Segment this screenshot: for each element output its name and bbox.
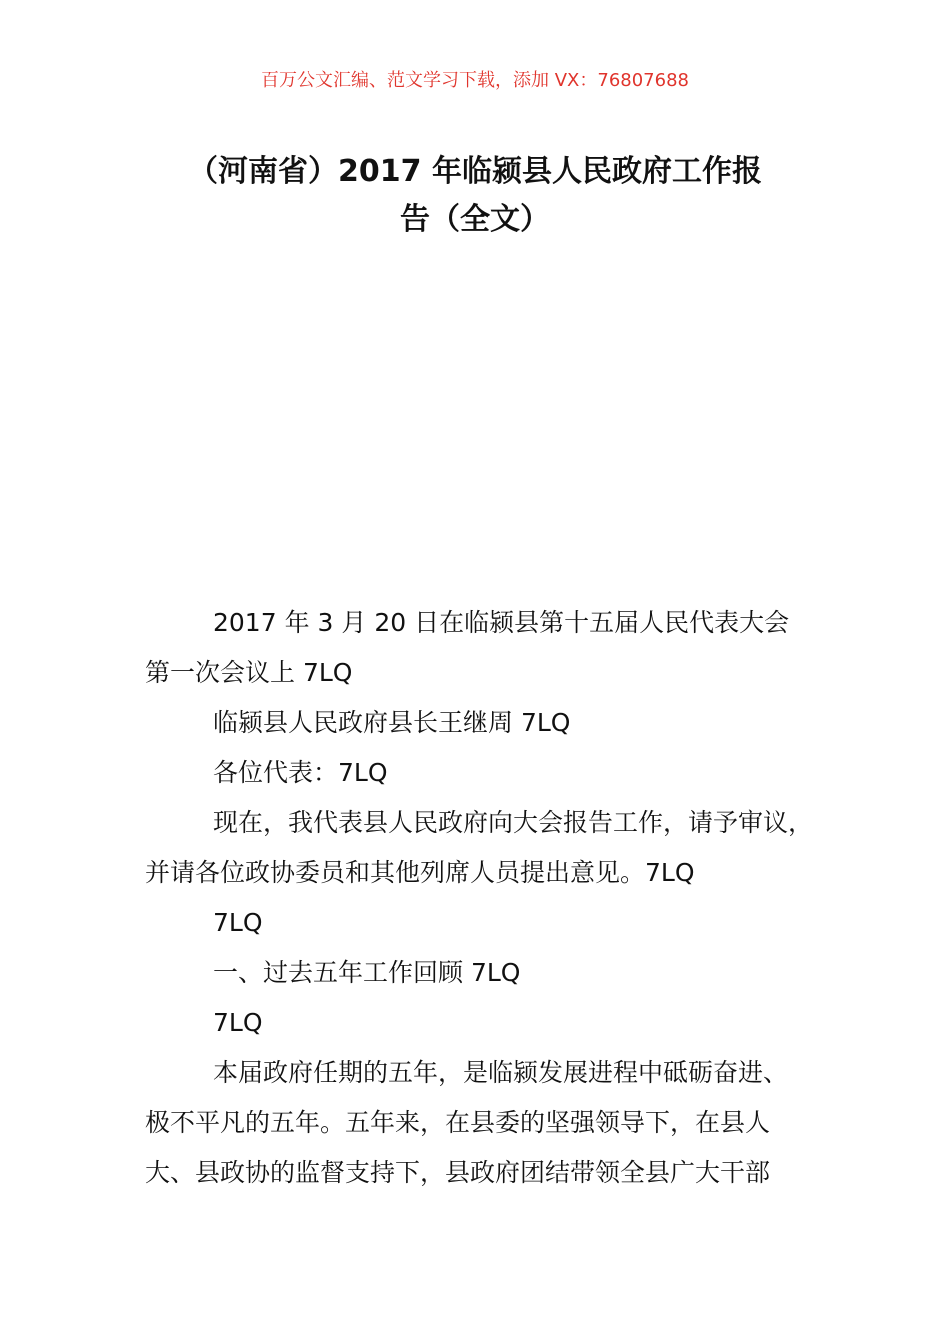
- paragraph-line: 第一次会议上 7LQ: [145, 658, 353, 687]
- paragraph-date-meeting: [145, 598, 835, 698]
- paragraph-line: 极不平凡的五年。五年来，在县委的坚强领导下，在县人: [145, 1108, 771, 1137]
- title-line-2: 告（全文）: [400, 202, 550, 237]
- paragraph-speaker: [145, 698, 835, 748]
- paragraph-line: 各位代表：7LQ: [213, 758, 388, 787]
- paragraph-line: 大、县政协的监督支持下，县政府团结带领全县广大干部: [145, 1158, 771, 1187]
- paragraph-salutation: [145, 748, 835, 798]
- document-body: [145, 598, 835, 1198]
- header-watermark-note: 百万公文汇编、范文学习下载，添加 VX：76807688: [261, 70, 689, 91]
- paragraph-marker: [145, 898, 835, 948]
- paragraph-line: 2017 年 3 月 20 日在临颍县第十五届人民代表大会: [213, 608, 790, 637]
- title-line-1: （河南省）2017 年临颍县人民政府工作报: [188, 154, 762, 189]
- paragraph-line: 临颍县人民政府县长王继周 7LQ: [213, 708, 571, 737]
- document-title: [140, 148, 810, 244]
- paragraph-line: 一、过去五年工作回顾 7LQ: [213, 958, 521, 987]
- paragraph-marker: [145, 998, 835, 1048]
- paragraph-line: 并请各位政协委员和其他列席人员提出意见。7LQ: [145, 858, 695, 887]
- paragraph-review: [145, 1048, 835, 1198]
- section-heading: [145, 948, 835, 998]
- paragraph-line: 现在，我代表县人民政府向大会报告工作，请予审议，: [213, 808, 814, 837]
- paragraph-line: 本届政府任期的五年，是临颍发展进程中砥砺奋进、: [213, 1058, 789, 1087]
- paragraph-line: 7LQ: [213, 908, 263, 937]
- paragraph-intro: [145, 798, 835, 898]
- paragraph-line: 7LQ: [213, 1008, 263, 1037]
